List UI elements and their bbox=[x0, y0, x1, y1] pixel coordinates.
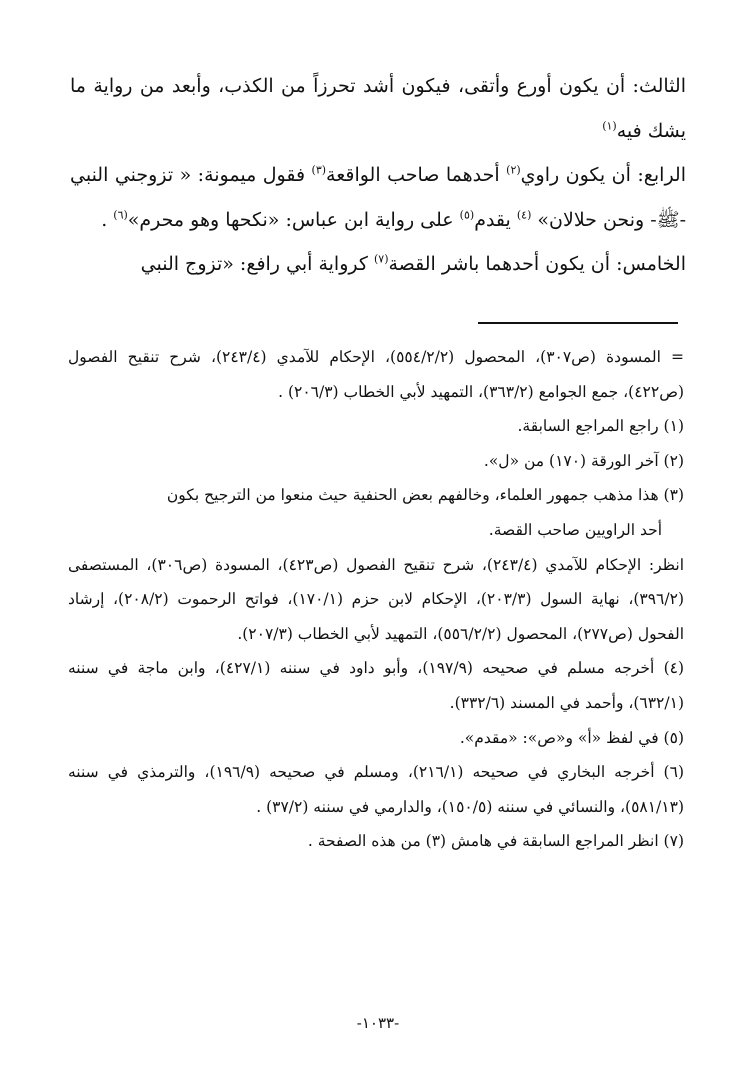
main-text bbox=[70, 64, 686, 287]
text-run: . bbox=[101, 208, 114, 231]
text-run: أحدهما صاحب الواقعة bbox=[326, 164, 507, 186]
footnote-item: (٢) آخر الورقة (١٧٠) من «ل». bbox=[483, 451, 684, 470]
footnote-marker[interactable]: (٤) bbox=[516, 208, 532, 222]
footnote-item: (١) راجع المراجع السابقة. bbox=[517, 417, 684, 436]
footnote-item: (٤) أخرجه مسلم في صحيحه (١٩٧/٩)، وأبو داود في سننه (٤٢٧/١)، وابن ماجة في سننه (٦٣٢/١)، وأحمد في المسند (٣٣٢/٦). bbox=[68, 659, 685, 712]
body-paragraph bbox=[70, 64, 686, 153]
text-run: الثالث: أن يكون أورع وأتقى، فيكون أشد تحرزاً من الكذب، وأبعد من رواية ما يشك فيه bbox=[70, 75, 686, 142]
footnote-separator bbox=[478, 322, 678, 324]
footnote-marker[interactable]: (٦) bbox=[113, 208, 128, 222]
footnote-item: (٦) أخرجه البخاري في صحيحه (٢١٦/١)، ومسلم في صحيحه (١٩٦/٩)، والترمذي في سننه (٥٨١/١٣)، والنسائي في سننه (١٥٠/٥)، والدارمي في سننه (٣٧/٢) . bbox=[68, 763, 684, 816]
footnote-item: أحد الراويين صاحب القصة. bbox=[488, 520, 662, 539]
text-run: فقول ميمونة: « تزوجني النبي -ﷺ- ونحن حلالان» bbox=[70, 164, 686, 231]
footnote-marker[interactable]: (٣) bbox=[311, 163, 327, 177]
footnote-item: = المسودة (ص٣٠٧)، المحصول (٥٥٤/٢/٢)، الإحكام للآمدي (٢٤٣/٤)، شرح تنقيح الفصول (ص٤٢٢)، جمع الجوامع (٣٦٣/٢)، التمهيد لأبي الخطاب (٢٠٦/٣) . bbox=[68, 348, 684, 401]
text-run: الخامس: أن يكون أحدهما باشر القصة bbox=[388, 253, 686, 275]
footnote-marker[interactable]: (٥) bbox=[459, 208, 475, 222]
footnotes bbox=[68, 340, 684, 859]
footnote-item: (٥) في لفظ «أ» و«ص»: «مقدم». bbox=[459, 728, 684, 747]
text-run: على رواية ابن عباس: «نكحها وهو محرم» bbox=[127, 208, 460, 231]
footnote-marker[interactable]: (١) bbox=[602, 119, 617, 133]
footnote-marker[interactable]: (٧) bbox=[373, 252, 389, 266]
body-paragraph bbox=[70, 153, 686, 242]
footnote-marker[interactable]: (٢) bbox=[506, 163, 521, 177]
text-run: كرواية أبي رافع: «تزوج النبي bbox=[140, 253, 374, 275]
footnote-item: انظر: الإحكام للآمدي (٢٤٣/٤)، شرح تنقيح الفصول (ص٤٢٣)، المسودة (ص٣٠٦)، المستصفى (٣٩٦/٢)، نهاية السول (٢٠٣/٣)، الإحكام لابن حزم (١٧٠/١)، فواتح الرحموت (٢٠٨/٢)، إرشاد الفحول (ص٢٧٧)، المحصول (٥٥٦/٢/٢)، التمهيد لأبي الخطاب (٢٠٧/٣). bbox=[68, 555, 684, 643]
page-number: -١٠٣٣- bbox=[356, 1014, 400, 1032]
footnote-item: (٧) انظر المراجع السابقة في هامش (٣) من هذه الصفحة . bbox=[307, 832, 684, 851]
text-run: الرابع: أن يكون راوي bbox=[520, 164, 686, 186]
body-paragraph bbox=[70, 242, 686, 287]
text-run: يقدم bbox=[474, 208, 517, 231]
footnote-item: (٣) هذا مذهب جمهور العلماء، وخالفهم بعض الحنفية حيث منعوا من الترجيح بكون bbox=[166, 486, 684, 505]
